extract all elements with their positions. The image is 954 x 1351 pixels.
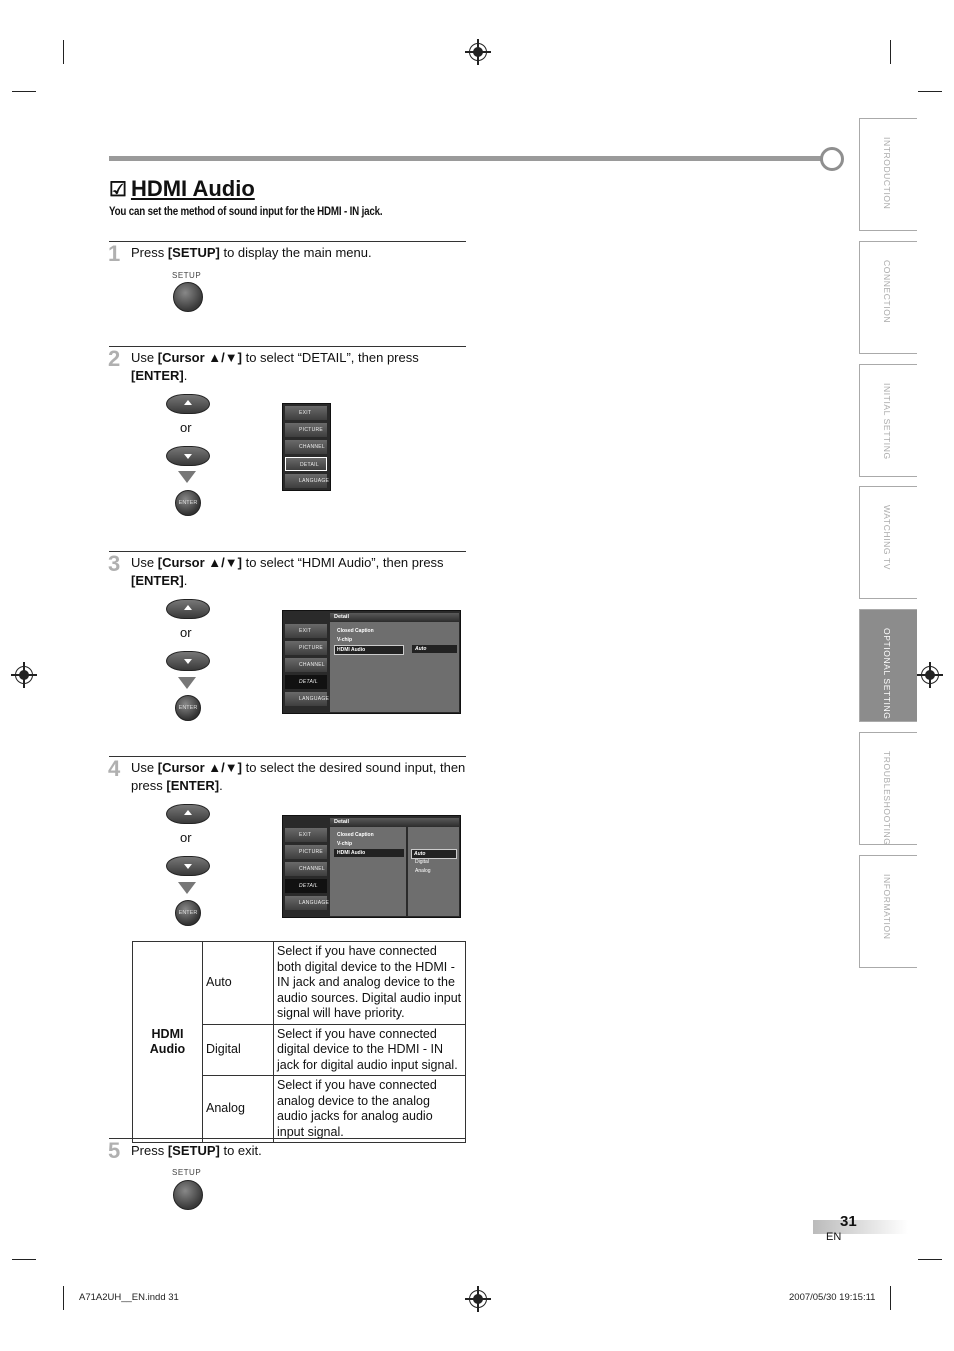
menu-item-exit: EXIT	[285, 406, 327, 420]
table-row	[133, 942, 466, 1025]
footer-date: 2007/05/30 19:15:11	[789, 1292, 876, 1303]
main-menu-screen	[282, 403, 331, 491]
tab-troubleshooting: TROUBLESHOOTING	[859, 732, 917, 845]
menu-item-picture: PICTURE	[285, 423, 327, 437]
registration-mark-icon	[921, 666, 939, 684]
detail-row-vchip: V-chip	[337, 637, 353, 643]
hdmi-audio-menu-screen	[282, 815, 461, 918]
tab-information: INFORMATION	[859, 855, 917, 968]
cursor-up-button-icon	[166, 804, 210, 824]
step-divider	[109, 346, 466, 347]
arrow-down-icon	[178, 677, 196, 689]
setup-button-icon	[173, 1180, 203, 1210]
cursor-up-button-icon	[166, 599, 210, 619]
detail-panel-head: Detail	[330, 613, 459, 622]
crop-mark	[918, 1259, 942, 1260]
cursor-down-button-icon	[166, 856, 210, 876]
option-analog: Analog	[415, 868, 431, 874]
step-1-text: Press [SETUP] to display the main menu.	[131, 245, 372, 260]
page-subtitle: You can set the method of sound input for the HDMI - IN jack.	[109, 206, 383, 218]
menu-item-language: LANGUAGE	[285, 896, 327, 910]
page-title	[109, 176, 255, 202]
detail-row-hdmi-audio: HDMI Audio	[334, 645, 404, 655]
table-option: Analog	[203, 1076, 274, 1143]
arrow-down-icon	[178, 882, 196, 894]
table-row-header: HDMI Audio	[133, 942, 203, 1143]
cursor-up-button-icon	[166, 394, 210, 414]
table-description: Select if you have connected digital device to the HDMI - IN jack for digital audio input signal.	[274, 1024, 466, 1076]
detail-panel-head: Detail	[330, 818, 459, 827]
step-number: 5	[108, 1138, 121, 1163]
enter-button-icon: ENTER	[175, 695, 201, 721]
step-4-text: Use [Cursor ▲/▼] to select the desired sound input, then press [ENTER].	[131, 760, 466, 793]
step-divider	[109, 1138, 466, 1139]
menu-item-detail: DETAIL	[285, 879, 327, 893]
page-number: 31	[840, 1213, 857, 1230]
step-number: 3	[108, 551, 121, 576]
registration-mark-icon	[15, 666, 33, 684]
crop-mark	[890, 1286, 891, 1310]
setup-label: SETUP	[172, 271, 202, 280]
menu-item-detail: DETAIL	[285, 457, 327, 471]
menu-item-channel: CHANNEL	[285, 658, 327, 672]
enter-button-icon: ENTER	[175, 490, 201, 516]
crop-mark	[918, 91, 942, 92]
table-option: Digital	[203, 1024, 274, 1076]
or-label: or	[180, 420, 192, 435]
detail-row-vchip: V-chip	[337, 841, 353, 847]
cursor-down-button-icon	[166, 651, 210, 671]
crop-mark	[12, 91, 36, 92]
tab-connection: CONNECTION	[859, 241, 917, 354]
or-label: or	[180, 830, 192, 845]
step-divider	[109, 756, 466, 757]
crop-mark	[12, 1259, 36, 1260]
option-digital: Digital	[415, 859, 429, 865]
registration-mark-icon	[469, 1290, 487, 1308]
detail-menu-screen	[282, 610, 461, 714]
or-label: or	[180, 625, 192, 640]
enter-button-icon: ENTER	[175, 900, 201, 926]
menu-item-channel: CHANNEL	[285, 862, 327, 876]
tab-initial-setting: INITIAL SETTING	[859, 364, 917, 477]
tab-introduction: INTRODUCTION	[859, 118, 917, 231]
menu-item-language: LANGUAGE	[285, 692, 327, 706]
registration-mark-icon	[469, 43, 487, 61]
header-rule	[109, 156, 823, 161]
step-number: 4	[108, 756, 121, 781]
table-description: Select if you have connected both digital device to the HDMI - IN jack and analog device to the audio sources. Digital audio input signal will have priority.	[274, 942, 466, 1025]
header-circle-icon	[820, 147, 844, 171]
page-language: EN	[826, 1231, 842, 1243]
footer-file: A71A2UH__EN.indd 31	[79, 1292, 179, 1303]
hdmi-audio-value: Auto	[412, 645, 457, 653]
arrow-down-icon	[178, 471, 196, 483]
menu-item-exit: EXIT	[285, 828, 327, 842]
menu-item-detail: DETAIL	[285, 675, 327, 689]
tab-watching-tv: WATCHING TV	[859, 486, 917, 599]
step-5-text: Press [SETUP] to exit.	[131, 1143, 262, 1158]
crop-mark	[890, 40, 891, 64]
setup-button-icon	[173, 282, 203, 312]
tab-optional-setting: OPTIONAL SETTING	[859, 609, 917, 722]
menu-item-exit: EXIT	[285, 624, 327, 638]
hdmi-audio-options-table	[132, 941, 466, 1143]
page-title-text: HDMI Audio	[130, 176, 255, 201]
step-divider	[109, 551, 466, 552]
cursor-down-button-icon	[166, 446, 210, 466]
step-number: 1	[108, 241, 121, 266]
checkbox-icon: ☑	[109, 179, 127, 201]
menu-item-picture: PICTURE	[285, 641, 327, 655]
detail-row-hdmi-audio: HDMI Audio	[334, 849, 404, 857]
step-2-text: Use [Cursor ▲/▼] to select “DETAIL”, then press [ENTER].	[131, 350, 419, 383]
menu-item-language: LANGUAGE	[285, 474, 327, 488]
step-divider	[109, 241, 466, 242]
crop-mark	[63, 1286, 64, 1310]
table-option: Auto	[203, 942, 274, 1025]
menu-item-channel: CHANNEL	[285, 440, 327, 454]
detail-row-closed-caption: Closed Caption	[337, 832, 374, 838]
option-auto: Auto	[411, 849, 457, 859]
step-3-text: Use [Cursor ▲/▼] to select “HDMI Audio”, then press [ENTER].	[131, 555, 444, 588]
menu-item-picture: PICTURE	[285, 845, 327, 859]
step-number: 2	[108, 346, 121, 371]
detail-row-closed-caption: Closed Caption	[337, 628, 374, 634]
crop-mark	[63, 40, 64, 64]
table-description: Select if you have connected analog device to the analog audio jacks for analog audio input signal.	[274, 1076, 466, 1143]
setup-label: SETUP	[172, 1168, 202, 1177]
